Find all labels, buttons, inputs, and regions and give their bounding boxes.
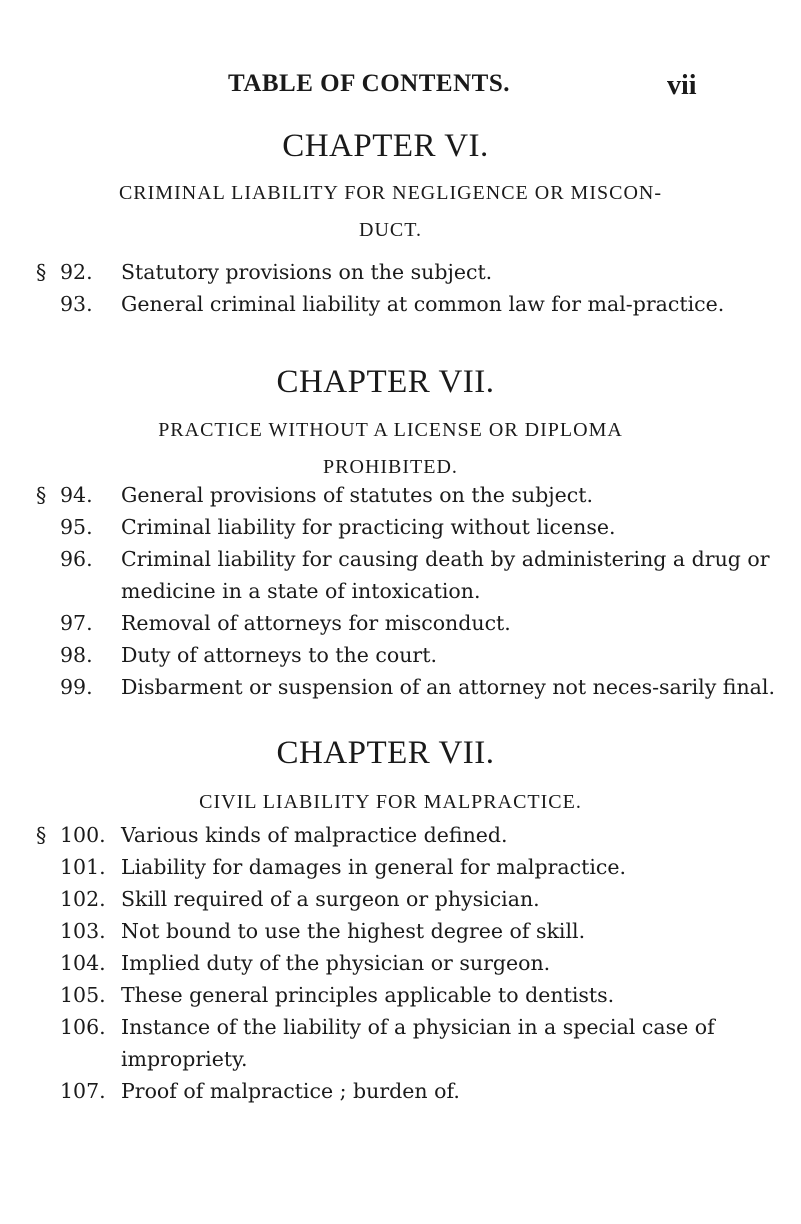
toc-entry [36, 671, 776, 703]
section-list [36, 819, 776, 1107]
toc-entry [36, 883, 776, 915]
section-number: 94. [60, 483, 93, 507]
section-title: Liability for damages in general for malpractice. [121, 855, 627, 879]
section-number: 102. [60, 887, 106, 911]
toc-entry [36, 1011, 776, 1075]
toc-entry [36, 915, 776, 947]
section-number: 98. [60, 643, 93, 667]
toc-entry [36, 639, 776, 671]
section-number: 104. [60, 951, 106, 975]
toc-entry [36, 819, 776, 851]
toc-entry [36, 256, 776, 288]
section-title: General provisions of statutes on the subject. [121, 483, 593, 507]
section-marker: § [36, 260, 47, 284]
running-title: TABLE OF CONTENTS. [228, 70, 510, 97]
section-title: Not bound to use the highest degree of skill. [121, 919, 586, 943]
chapter-subtitle-line: PROHIBITED. [323, 456, 458, 478]
section-number: 106. [60, 1015, 106, 1039]
toc-entry [36, 479, 776, 511]
chapter-subtitle [0, 412, 791, 486]
section-number: 103. [60, 919, 106, 943]
chapter-subtitle-line: PRACTICE WITHOUT A LICENSE OR DIPLOMA [158, 419, 623, 441]
chapter-subtitle-line: CRIMINAL LIABILITY FOR NEGLIGENCE OR MISCON- [118, 182, 663, 204]
section-number: 107. [60, 1079, 106, 1103]
section-title: Duty of attorneys to the court. [121, 643, 437, 667]
section-marker: § [36, 483, 47, 507]
section-number: 101. [60, 855, 106, 879]
section-title: Various kinds of malpractice defined. [121, 823, 508, 847]
section-title: Statutory provisions on the subject. [121, 260, 493, 284]
section-title: Disbarment or suspension of an attorney not neces-sarily final. [121, 675, 775, 699]
section-marker: § [36, 823, 47, 847]
toc-entry [36, 607, 776, 639]
chapter-heading: CHAPTER VII. [276, 735, 495, 771]
chapter-subtitle [0, 175, 791, 249]
section-title: Proof of malpractice ; burden of. [121, 1079, 460, 1103]
section-number: 97. [60, 611, 93, 635]
section-number: 96. [60, 547, 93, 571]
chapter-heading: CHAPTER VII. [276, 364, 495, 400]
section-title: Instance of the liability of a physician in a special case of impropriety. [121, 1015, 715, 1071]
chapter-subtitle-line: DUCT. [359, 219, 422, 241]
section-title: These general principles applicable to dentists. [121, 983, 615, 1007]
section-title: Implied duty of the physician or surgeon. [121, 951, 551, 975]
section-title: Criminal liability for causing death by administering a drug or medicine in a state of intoxication. [121, 547, 770, 603]
toc-entry [36, 851, 776, 883]
section-number: 99. [60, 675, 93, 699]
section-title: Removal of attorneys for misconduct. [121, 611, 511, 635]
toc-entry [36, 1075, 776, 1107]
toc-entry [36, 511, 776, 543]
page-number: vii [667, 70, 697, 101]
toc-entry [36, 288, 776, 320]
chapter-subtitle-line: CIVIL LIABILITY FOR MALPRACTICE. [199, 791, 582, 813]
toc-entry [36, 543, 776, 607]
chapter-heading: CHAPTER VI. [282, 128, 489, 164]
section-title: Criminal liability for practicing without license. [121, 515, 616, 539]
running-head [0, 70, 801, 104]
toc-entry [36, 979, 776, 1011]
section-list [36, 479, 776, 703]
chapter-subtitle [0, 784, 791, 821]
toc-entry [36, 947, 776, 979]
section-number: 93. [60, 292, 93, 316]
section-number: 95. [60, 515, 93, 539]
section-number: 105. [60, 983, 106, 1007]
section-number: 100. [60, 823, 106, 847]
section-title: General criminal liability at common law for mal-practice. [121, 292, 725, 316]
section-number: 92. [60, 260, 93, 284]
section-list [36, 256, 776, 320]
section-title: Skill required of a surgeon or physician. [121, 887, 540, 911]
